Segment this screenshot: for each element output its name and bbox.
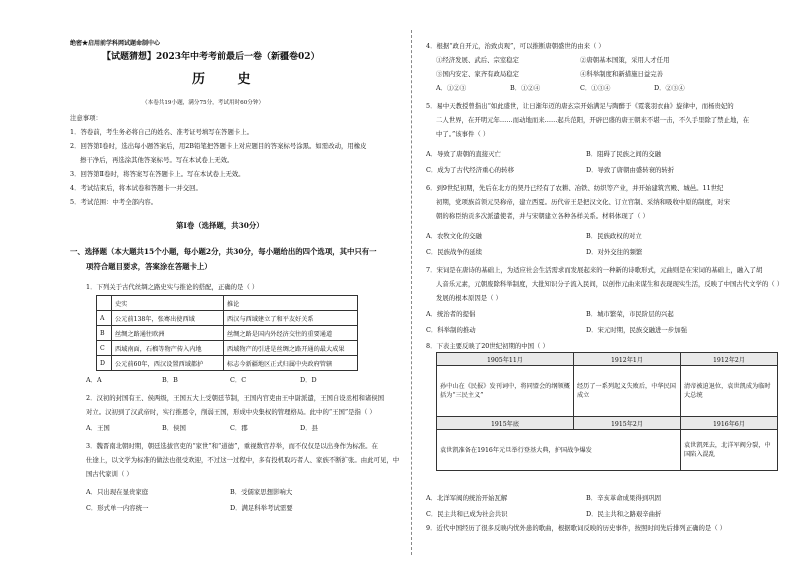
q7-stem-cont: 发展的根本原因是（ ） [436,294,502,302]
q1-option-d[interactable]: D．D [300,376,317,384]
q5-stem-cont: 二人世界，在开明元年……而动地而来……起兵范阳，开辟巴盛的唐王朝来不堪一击，不久手里除了禁止地，在 [436,116,750,124]
table-row [97,326,358,341]
q3-stem-cont: 国古代家训（ ） [86,470,133,478]
notice-line: 3．回答第Ⅱ卷时，将答案写在答题卡上。写在本试卷上无效。 [70,170,245,178]
table-cell: 丝绸之路通往欧洲 [112,326,224,341]
q5-option-b[interactable]: B．阻碍了民族之间的交融 [586,150,661,158]
q8-stem: 8．下表主要反映了20世纪初期的中国（ ） [426,342,549,350]
table-cell: 袁世凯死去，北洋军阀分裂，中国陷入混乱 [681,430,778,471]
table-cell: 1915年底 [437,417,574,430]
q6-option-d[interactable]: D．对外交往的频繁 [586,248,643,256]
q3-option-d[interactable]: D．满足科举考试需要 [230,504,293,512]
q7-option-c[interactable]: C．科举制的推动 [426,326,476,334]
q6-option-c[interactable]: C．民族战争的延续 [426,248,483,256]
table-cell: 清帝被迫退位，袁世凯成为临时大总统 [681,366,778,417]
table-cell: 公元前60年，西汉设置西域都护 [112,356,224,371]
table-row [437,430,778,471]
part1-title: 第Ⅰ卷（选择题，共30分） [176,221,264,230]
q8-option-d[interactable]: D．民主共和之路艰辛曲折 [586,510,662,518]
exam-title: 【试题猜想】2023年中考考前最后一卷（新疆卷02） [102,52,320,62]
table-row [437,353,778,366]
notice-line: 5．考试范围：中考全部内容。 [70,198,158,206]
q2-stem-cont: 对立。汉初到了汉武帝时，实行推恩令，削弱王国，形成中央集权的管理格局。此中的“王国”是指（ ） [86,408,376,416]
q6-option-b[interactable]: B．民族政权的对立 [586,232,642,240]
section1-heading-cont: 项符合题目要求，答案涂在答题卡上） [86,262,212,271]
table-cell: 公元前138年，张骞出使西域 [112,311,224,326]
q7-option-a[interactable]: A．统治者的提倡 [426,310,476,318]
table-cell: A [97,311,112,326]
table-cell: 1915年2月 [574,417,681,430]
table-row [437,417,778,430]
table-cell: 丝绸之路是国内外经济交往的重要通道 [224,326,358,341]
q6-option-a[interactable]: A．农牧文化的交融 [426,232,482,240]
section1-heading: 一、选择题（本大题共15个小题，每小题2分，共30分，每小题给出的四个选项，其中只有一 [70,247,377,256]
exam-meta: （本卷共19小题，满分75分，考试用时60分钟） [142,100,265,106]
q9-stem: 9．近代中国经历了很多反映内忧外患的歌曲，根据歌词反映的历史事件，按照时间先后排列正确的是（ ） [426,524,727,532]
table-cell: 1916年6月 [681,417,778,430]
notice-line: 擦干净后，再选涂其他答案标号。写在本试卷上无效。 [80,156,234,164]
q4-item: ②唐朝基本国策，采用人才任用 [580,56,670,64]
q1-table-header: 史实 [112,296,224,311]
q4-option-c[interactable]: C．①③④ [580,84,611,92]
table-cell: D [97,356,112,371]
table-row [97,341,358,356]
table-cell: 标志今新疆地区正式归属中央政府管辖 [224,356,358,371]
q8-option-c[interactable]: C．民主共和已成为社会共识 [426,510,508,518]
table-cell: 西域物产的引进是丝绸之路开通的最大成果 [224,341,358,356]
notice-title: 注意事项： [70,114,102,122]
q6-stem-cont: 初期，党项族首领元昊称帝，建立西夏。历代帝王是把汉文化、订立官制、采纳和吸收中原的制度，对宋 [436,198,730,206]
q3-stem: 3．魏晋南北朝时期，朝廷选拔官吏的“家世”和“道德”，重视数官荐举，而不仅仅是以出身作为标准。在 [86,442,378,450]
q1-table-header: 推论 [224,296,358,311]
table-cell: 西汉与西域建立了和平友好关系 [224,311,358,326]
header-note: 绝密★启用前学科网试题命制中心 [70,40,161,47]
q6-stem-cont: 朝的称臣纳贡多次派遣使者，并与宋朝建立各种各样关系。材料体现了（ ） [436,212,649,220]
q1-option-c[interactable]: C．C [230,376,247,384]
notice-line: 2．回答第Ⅰ卷时，选出每小题答案后，用2B铅笔把答题卡上对应题目的答案标号涂黑。如需改动，用橡皮 [70,142,367,150]
q4-option-d[interactable]: D．②③④ [654,84,685,92]
table-cell: 1905年11月 [437,353,574,366]
q2-stem: 2．汉初的封国有王、侯两级，王国五大上受朝廷节制，王国内官吏由王中尉派遣，王国自设丞相和诸侯国 [86,394,385,402]
table-cell: 孙中山在《民报》发刊词中，将同盟会的纲领概括为“三民主义” [437,366,574,417]
q7-stem-cont: 人音乐元素，元朝废除科举制度，大批知识分子流入民间，以创作元曲来谋生和表现现实生活，反映了中国古代文学的（ ） [436,280,784,288]
table-cell: 1912年2月 [681,353,778,366]
q7-option-d[interactable]: D．宋元时期，民族交融进一步加强 [586,326,687,334]
table-cell: 1912年1月 [574,353,681,366]
q5-option-d[interactable]: D．导致了唐朝由盛转衰的转折 [586,166,675,174]
table-row [97,311,358,326]
notice-line: 4．考试结束后，将本试卷和答题卡一并交回。 [70,184,202,192]
q7-option-b[interactable]: B．城市繁荣，市民阶层的兴起 [586,310,674,318]
q5-stem-cont: 中了。”该事件（ ） [436,130,490,138]
q8-table [436,352,778,471]
table-row [437,366,778,417]
table-cell: 西域南面，石榴等物产传入内地 [112,341,224,356]
q4-stem: 4．根据“政自开元，治致贞观”，可以推断唐朝盛世的由来（ ） [426,42,605,50]
table-cell: 袁世凯准备在1916年元旦举行登基大典，护国战争爆发 [437,430,681,471]
q4-item: ④科举制度和新措施日益完善 [580,70,664,78]
notice-line: 1．答卷前，考生务必将自己的姓名、准考证号填写在答题卡上。 [70,128,254,136]
q4-item: ③国内安定、家齐有政局稳定 [436,70,520,78]
q2-option-d[interactable]: D．县 [300,424,318,432]
q5-option-a[interactable]: A．导致了唐朝的直接灭亡 [426,150,501,158]
subject-title: 历 史 [192,72,265,87]
q2-option-a[interactable]: A．王国 [86,424,110,432]
q7-stem: 7．宋词是在唐诗的基础上，为适应社会生活需求而发展起来的一种新的诗歌形式，元曲则是在宋词的基础上，融入了胡 [426,266,763,274]
table-cell: 经历了一系列起义失败后，中华民国成立 [574,366,681,417]
q3-option-a[interactable]: A．只出现在显贵家庭 [86,488,149,496]
table-cell: B [97,326,112,341]
q2-option-c[interactable]: C．郡 [230,424,248,432]
table-cell: C [97,341,112,356]
q1-option-b[interactable]: B．B [162,376,178,384]
right-column [410,0,794,562]
q1-table-header [97,296,112,311]
q1-option-a[interactable]: A．A [86,376,102,384]
q1-stem: 1．下列关于古代丝绸之路史实与推论的搭配，正确的是（ ） [86,283,259,291]
q1-table [96,295,358,371]
q4-option-b[interactable]: B．①②④ [510,84,541,92]
q5-stem: 5．易中天教授曾指出“如此盛世，让日渐年迈的唐玄宗开始满足与陶醉于《霓裳羽衣曲》旋律中，而杨贵妃的 [426,102,734,110]
q3-option-b[interactable]: B．受儒家思想影响大 [230,488,293,496]
q4-item: ①经济发展、武后、宗室稳定 [436,56,520,64]
q8-option-a[interactable]: A．北洋军阀的统治开始瓦解 [426,494,508,502]
q8-option-b[interactable]: B．辛亥革命成果得到巩固 [586,494,661,502]
q3-option-c[interactable]: C．形式单一内容统一 [86,504,149,512]
q2-option-b[interactable]: B．侯国 [162,424,186,432]
q6-stem: 6．到9世纪初期，先后在北方的契丹已经有了农耕、冶铁、纺织等产业，并开始建筑宫殿、城邑。11世纪 [426,184,724,192]
q3-stem-cont: 仕途上，以文学为标准的做法也很受欢迎，不过这一过程中，多有投机取巧者人、家族不断扩张。由此可见，中 [86,456,400,464]
q5-option-c[interactable]: C．成为了古代经济重心的转移 [426,166,514,174]
q4-option-a[interactable]: A．①②③ [436,84,467,92]
table-row [97,356,358,371]
